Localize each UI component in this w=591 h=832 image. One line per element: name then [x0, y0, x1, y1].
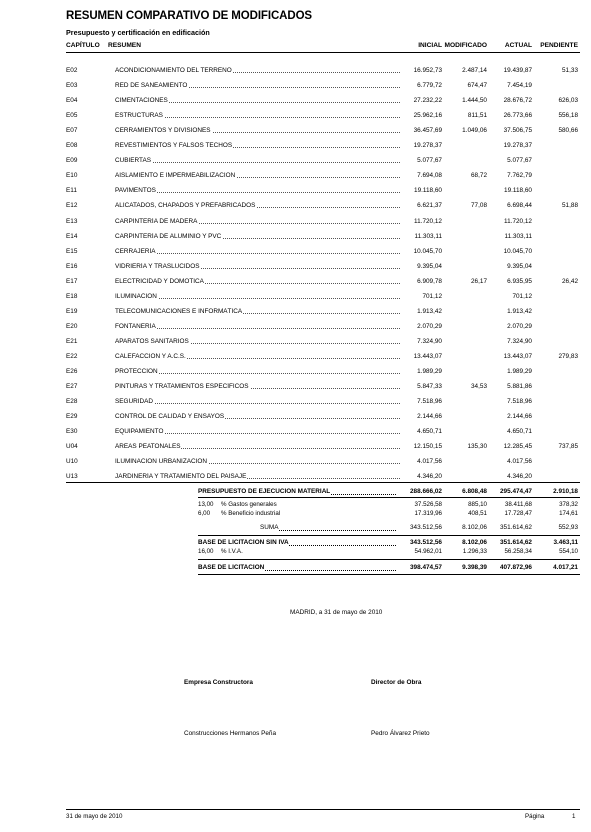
chapter-code: E05 — [66, 112, 78, 120]
gastos-actual: 38.411,68 — [504, 501, 532, 508]
chapter-name: ELECTRICIDAD Y DOMÓTICA — [115, 278, 400, 285]
signature-left-title: Empresa Constructora — [184, 679, 253, 686]
header-actual: ACTUAL — [504, 42, 532, 49]
document-subtitle: Presupuesto y certificación en edificación — [66, 28, 210, 37]
chapter-code: E04 — [66, 97, 78, 105]
amount-actual: 12.285,45 — [503, 443, 532, 451]
chapter-name: CUBIERTAS — [115, 157, 400, 164]
chapter-code: E13 — [66, 217, 78, 225]
chapter-name: RED DE SANEAMIENTO — [115, 82, 400, 89]
suma-pendiente: 552,93 — [558, 524, 578, 531]
suma-rule — [198, 535, 580, 536]
iva-actual: 56.258,34 — [504, 548, 532, 555]
footer-page-number: 1 — [572, 813, 576, 820]
beneficio-modificado: 408,51 — [468, 510, 487, 517]
table-row — [0, 398, 591, 413]
amount-actual: 37.506,75 — [503, 127, 532, 135]
header-inicial: INICIAL — [418, 42, 442, 49]
table-row — [0, 413, 591, 428]
gastos-inicial: 37.526,58 — [414, 501, 442, 508]
table-row — [0, 293, 591, 308]
amount-inicial: 7.518,96 — [417, 398, 442, 406]
table-row — [0, 443, 591, 458]
chapter-code: E19 — [66, 307, 78, 315]
amount-actual: 4.650,71 — [507, 428, 532, 436]
footer-rule — [66, 809, 580, 810]
signature-left-name: Construcciones Hermanos Peña — [184, 730, 276, 737]
table-row — [0, 308, 591, 323]
chapter-code: E17 — [66, 277, 78, 285]
gastos-pct: 13,00 — [198, 501, 214, 508]
chapter-name: APARATOS SANITARIOS — [115, 338, 400, 345]
pem-rule — [198, 497, 580, 498]
beneficio-actual: 17.728,47 — [504, 510, 532, 517]
pem-label: PRESUPUESTO DE EJECUCIÓN MATERIAL — [198, 488, 396, 495]
table-row — [0, 142, 591, 157]
iva-label: % I.V.A. — [221, 548, 243, 555]
chapter-code: E20 — [66, 322, 78, 330]
chapter-code: E21 — [66, 337, 78, 345]
chapter-code: E09 — [66, 157, 78, 165]
table-row — [0, 97, 591, 112]
table-row — [0, 383, 591, 398]
amount-modificado: 26,17 — [471, 277, 487, 285]
amount-actual: 26.773,66 — [503, 112, 532, 120]
chapter-name: JARDINERÍA Y TRATAMIENTO DEL PAISAJE — [115, 473, 400, 480]
chapter-name: CARPINTERÍA DE ALUMINIO Y PVC — [115, 233, 400, 240]
iva-inicial: 54.962,01 — [414, 548, 442, 555]
amount-inicial: 1.913,42 — [417, 307, 442, 315]
table-row — [0, 248, 591, 263]
gastos-label: % Gastos generales — [221, 501, 277, 508]
amount-pendiente: 279,83 — [558, 352, 578, 360]
footer-page-label: Página — [525, 813, 545, 820]
suma-inicial: 343.512,56 — [410, 524, 442, 531]
chapter-code: E02 — [66, 67, 78, 74]
base-label: BASE DE LICITACIÓN — [198, 564, 396, 571]
chapter-code: U10 — [66, 458, 78, 466]
amount-inicial: 10.045,70 — [413, 247, 442, 255]
beneficio-label: % Beneficio industrial — [221, 510, 281, 517]
amount-modificado: 674,47 — [467, 82, 487, 90]
amount-actual: 10.045,70 — [503, 247, 532, 255]
chapter-code: U13 — [66, 473, 78, 481]
footer-date: 31 de mayo de 2010 — [66, 813, 123, 820]
table-row — [0, 233, 591, 248]
amount-inicial: 9.395,04 — [417, 262, 442, 270]
table-row — [0, 323, 591, 338]
chapter-code: E03 — [66, 82, 78, 90]
amount-inicial: 2.070,29 — [417, 322, 442, 330]
amount-inicial: 27.232,22 — [413, 97, 442, 105]
chapter-name: FONTANERÍA — [115, 323, 400, 330]
amount-inicial: 7.324,90 — [417, 337, 442, 345]
base-sin-iva-label: BASE DE LICITACIÓN SIN IVA — [198, 539, 396, 546]
beneficio-inicial: 17.319,96 — [414, 510, 442, 517]
beneficio-pendiente: 174,61 — [559, 510, 578, 517]
chapter-code: E16 — [66, 262, 78, 270]
chapter-code: E07 — [66, 127, 78, 135]
chapter-name: VIDRIERÍA Y TRASLÚCIDOS — [115, 263, 400, 270]
signature-right-title: Director de Obra — [371, 679, 422, 686]
amount-actual: 6.698,44 — [507, 202, 532, 210]
chapter-name: PINTURAS Y TRATAMIENTOS ESPECÍFICOS — [115, 383, 400, 390]
chapter-code: E11 — [66, 187, 77, 195]
amount-actual: 701,12 — [512, 292, 532, 300]
amount-modificado: 135,30 — [467, 443, 487, 451]
chapter-name: CERRAMIENTOS Y DIVISIONES — [115, 127, 400, 134]
amount-actual: 11.720,12 — [504, 217, 532, 225]
amount-inicial: 701,12 — [422, 292, 442, 300]
amount-actual: 7.518,96 — [507, 398, 532, 406]
amount-inicial: 5.847,33 — [417, 383, 442, 391]
amount-actual: 7.324,90 — [507, 337, 532, 345]
amount-modificado: 77,08 — [471, 202, 487, 210]
amount-inicial: 19.118,60 — [414, 187, 442, 195]
gastos-modificado: 885,10 — [468, 501, 487, 508]
chapter-name: CALEFACCIÓN Y A.C.S. — [115, 353, 400, 360]
pem-inicial: 288.666,02 — [410, 488, 442, 495]
amount-pendiente: 51,33 — [562, 67, 578, 74]
amount-actual: 1.913,42 — [507, 307, 532, 315]
amount-inicial: 7.694,08 — [417, 172, 442, 180]
gastos-pendiente: 378,32 — [559, 501, 578, 508]
chapter-name: CARPINTERÍA DE MADERA — [115, 218, 400, 225]
chapter-code: E26 — [66, 368, 78, 375]
pem-pendiente: 2.910,18 — [553, 488, 578, 495]
amount-modificado: 68,72 — [471, 172, 487, 180]
amount-modificado: 1.049,06 — [462, 127, 487, 135]
chapter-name: AISLAMIENTO E IMPERMEABILIZACIÓN — [115, 172, 400, 179]
amount-modificado: 1.444,50 — [462, 97, 487, 105]
amount-inicial: 4.017,56 — [417, 458, 442, 466]
chapter-code: E22 — [66, 352, 78, 360]
amount-pendiente: 737,85 — [558, 443, 578, 451]
suma-label: SUMA — [260, 524, 396, 531]
iva-pendiente: 554,10 — [559, 548, 578, 555]
pem-modificado: 6.808,48 — [462, 488, 487, 495]
table-row — [0, 428, 591, 443]
chapter-name: ILUMINACIÓN — [115, 293, 400, 300]
iva-modificado: 1.296,33 — [462, 548, 487, 555]
chapter-name: EQUIPAMIENTO — [115, 428, 400, 435]
chapter-name: SEGURIDAD — [115, 398, 400, 405]
table-row — [0, 278, 591, 293]
amount-actual: 6.935,95 — [507, 277, 532, 285]
amount-actual: 4.346,20 — [507, 473, 532, 481]
amount-inicial: 1.989,29 — [417, 368, 442, 375]
amount-pendiente: 26,42 — [562, 277, 578, 285]
header-modificado: MODIFICADO — [444, 42, 487, 49]
chapter-name: CONTROL DE CALIDAD Y ENSAYOS — [115, 413, 400, 420]
amount-inicial: 11.720,12 — [414, 217, 442, 225]
amount-pendiente: 580,66 — [558, 127, 578, 135]
amount-inicial: 16.952,73 — [413, 67, 442, 74]
table-row — [0, 202, 591, 217]
table-row — [0, 263, 591, 278]
signature-right-name: Pedro Álvarez Prieto — [371, 730, 430, 737]
chapter-code: E12 — [66, 202, 78, 210]
chapter-code: E14 — [66, 232, 78, 240]
amount-actual: 19.118,60 — [504, 187, 532, 195]
table-row — [0, 157, 591, 172]
amount-actual: 19.439,87 — [503, 67, 532, 74]
table-row — [0, 218, 591, 233]
beneficio-pct: 6,00 — [198, 510, 211, 517]
amount-modificado: 2.487,14 — [462, 67, 487, 74]
base-inicial: 398.474,57 — [410, 564, 442, 571]
amount-actual: 9.395,04 — [507, 262, 532, 270]
table-row — [0, 458, 591, 473]
table-row — [0, 82, 591, 97]
suma-actual: 351.614,62 — [500, 524, 532, 531]
table-row — [0, 473, 591, 488]
chapter-name: ESTRUCTURAS — [115, 112, 400, 119]
amount-inicial: 4.346,20 — [417, 473, 442, 481]
base-modificado: 9.398,39 — [462, 564, 487, 571]
amount-inicial: 19.278,37 — [413, 142, 442, 150]
table-row — [0, 338, 591, 353]
table-row — [0, 112, 591, 127]
chapter-name: ILUMINACIÓN URBANIZACIÓN — [115, 458, 400, 465]
base-actual: 407.872,96 — [500, 564, 532, 571]
chapter-code: U04 — [66, 443, 78, 451]
chapter-name: ALICATADOS, CHAPADOS Y PREFABRICADOS — [115, 202, 400, 209]
chapter-name: TELECOMUNICACIONES E INFORMÁTICA — [115, 308, 400, 315]
chapter-code: E18 — [66, 292, 78, 300]
base-sin-iva-pendiente: 3.463,11 — [553, 539, 578, 546]
table-row — [0, 187, 591, 202]
amount-inicial: 36.457,69 — [413, 127, 442, 135]
suma-modificado: 8.102,06 — [462, 524, 487, 531]
amount-inicial: 13.443,07 — [413, 352, 442, 360]
chapter-name: CERRAJERÍA — [115, 248, 400, 255]
table-bottom-rule — [66, 482, 580, 483]
chapter-code: E30 — [66, 428, 78, 436]
amount-inicial: 12.150,15 — [413, 443, 442, 451]
amount-actual: 2.144,66 — [507, 413, 532, 421]
iva-pct: 16,00 — [198, 548, 214, 555]
chapter-code: E10 — [66, 172, 78, 180]
amount-actual: 28.676,72 — [503, 97, 532, 105]
chapter-name: PAVIMENTOS — [115, 187, 400, 194]
table-row — [0, 368, 591, 383]
amount-pendiente: 556,18 — [558, 112, 578, 120]
table-row — [0, 353, 591, 368]
amount-actual: 4.017,56 — [507, 458, 532, 466]
base-sin-iva-modificado: 8.102,06 — [462, 539, 487, 546]
chapter-code: E08 — [66, 142, 78, 150]
iva-rule — [198, 559, 580, 560]
amount-actual: 13.443,07 — [503, 352, 532, 360]
chapter-name: REVESTIMIENTOS Y FALSOS TECHOS — [115, 142, 400, 149]
chapter-name: CIMENTACIONES — [115, 97, 400, 104]
amount-inicial: 2.144,66 — [417, 413, 442, 421]
pem-actual: 295.474,47 — [500, 488, 532, 495]
chapter-code: E28 — [66, 398, 78, 406]
chapter-code: E27 — [66, 383, 78, 391]
amount-modificado: 811,51 — [467, 112, 487, 120]
amount-pendiente: 51,88 — [562, 202, 578, 210]
amount-pendiente: 626,03 — [558, 97, 578, 105]
base-sin-iva-inicial: 343.512,56 — [410, 539, 442, 546]
header-capitulo: CAPÍTULO — [66, 42, 100, 49]
base-sin-iva-actual: 351.614,62 — [500, 539, 532, 546]
chapter-name: ÁREAS PEATONALES — [115, 443, 400, 450]
amount-inicial: 6.621,37 — [417, 202, 442, 210]
amount-actual: 7.454,19 — [507, 82, 532, 90]
chapter-code: E15 — [66, 247, 78, 255]
table-row — [0, 172, 591, 187]
amount-actual: 7.762,79 — [507, 172, 532, 180]
amount-actual: 5.881,86 — [507, 383, 532, 391]
base-rule — [198, 574, 580, 575]
amount-modificado: 34,53 — [471, 383, 487, 391]
table-row — [0, 127, 591, 142]
place-date: MADRID, a 31 de mayo de 2010 — [290, 609, 383, 616]
chapter-name: PROTECCIÓN — [115, 368, 400, 375]
chapter-code: E29 — [66, 413, 78, 421]
base-pendiente: 4.017,21 — [553, 564, 578, 571]
table-row — [0, 67, 591, 82]
amount-inicial: 6.779,72 — [417, 82, 442, 90]
amount-actual: 11.303,11 — [504, 232, 532, 240]
amount-actual: 2.070,29 — [507, 322, 532, 330]
amount-inicial: 25.962,16 — [413, 112, 442, 120]
header-pendiente: PENDIENTE — [540, 42, 578, 49]
header-resumen: RESUMEN — [108, 42, 141, 49]
chapter-name: ACONDICIONAMIENTO DEL TERRENO — [115, 67, 400, 74]
amount-inicial: 11.303,11 — [414, 232, 442, 240]
document-title: RESUMEN COMPARATIVO DE MODIFICADOS — [66, 10, 312, 22]
amount-actual: 1.989,29 — [507, 368, 532, 375]
amount-inicial: 4.650,71 — [417, 428, 442, 436]
header-rule — [66, 52, 580, 53]
amount-inicial: 5.077,67 — [417, 157, 442, 165]
amount-inicial: 6.909,78 — [417, 277, 442, 285]
amount-actual: 19.278,37 — [503, 142, 532, 150]
amount-actual: 5.077,67 — [507, 157, 532, 165]
